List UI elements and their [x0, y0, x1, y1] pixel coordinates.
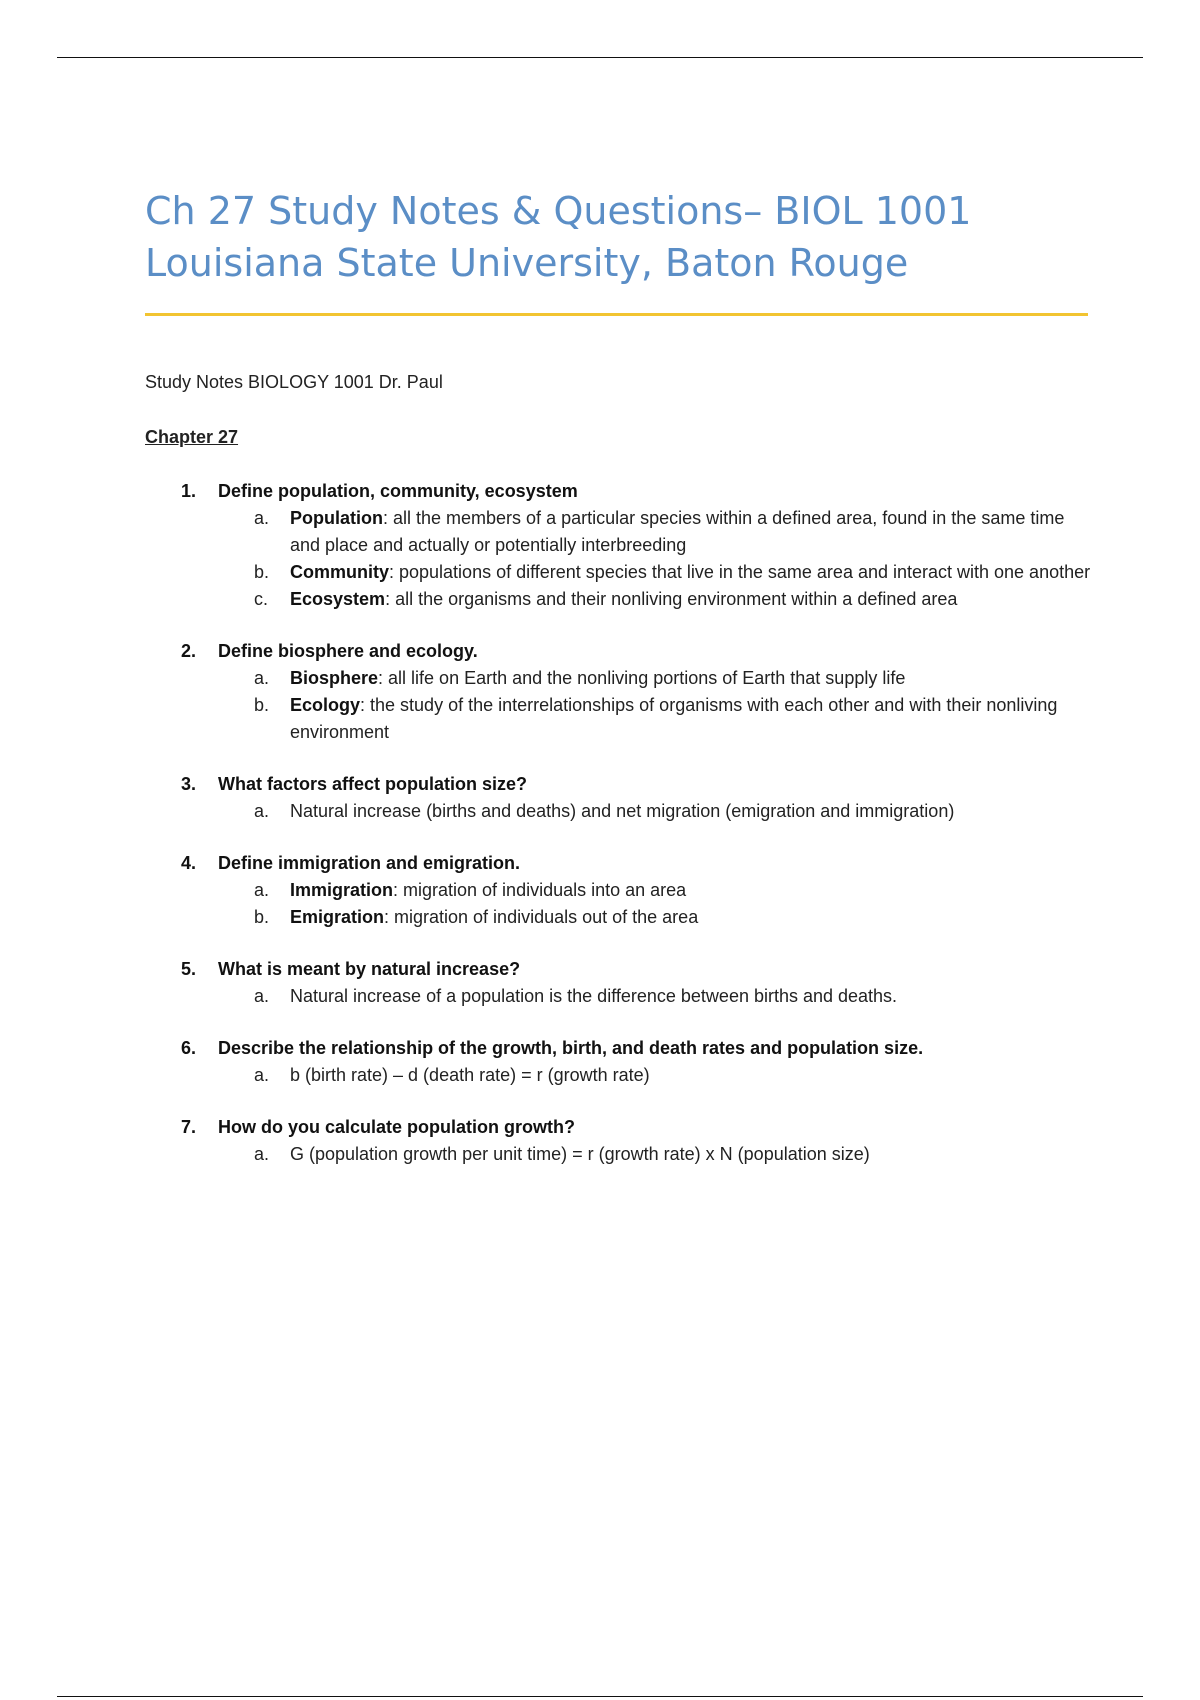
answer-letter: a.	[254, 668, 270, 688]
question-text: Define biosphere and ecology.	[218, 641, 478, 661]
answer-text: Natural increase of a population is the difference between births and deaths.	[290, 986, 898, 1006]
question-number: 5.	[181, 959, 197, 979]
answer-term: Immigration	[290, 880, 394, 900]
question-text: Define population, community, ecosystem	[218, 481, 578, 501]
answer-term: Emigration	[290, 907, 385, 927]
answer-text: : populations of different species that live in the same area and interact with one another	[389, 562, 1091, 582]
answer-item	[0, 586, 1200, 613]
answer-text: : all the members of a particular species within a defined area, found in the same time and place and actually or potentially interbreeding	[290, 508, 1065, 555]
question-text: What is meant by natural increase?	[218, 959, 521, 979]
chapter-heading: Chapter 27	[145, 427, 239, 447]
answer-item	[0, 877, 1200, 904]
answer-letter: c.	[254, 589, 269, 609]
answer-text: Natural increase (births and deaths) and net migration (emigration and immigration)	[290, 801, 955, 821]
answer-letter: a.	[254, 1065, 270, 1085]
answer-item	[0, 904, 1200, 931]
page-top-rule	[57, 57, 1143, 58]
answer-item	[0, 798, 1200, 825]
question-item	[0, 478, 1200, 613]
question-number: 4.	[181, 853, 197, 873]
answer-letter: a.	[254, 508, 270, 528]
answer-term: Ecosystem	[290, 589, 386, 609]
question-item	[0, 956, 1200, 1010]
answer-term: Population	[290, 508, 383, 528]
document-title	[145, 185, 1095, 289]
question-number: 3.	[181, 774, 197, 794]
question-item	[0, 1035, 1200, 1089]
answer-letter: b.	[254, 695, 270, 715]
answer-item	[0, 1141, 1200, 1168]
question-item	[0, 771, 1200, 825]
answer-text: G (population growth per unit time) = r (growth rate) x N (population size)	[290, 1144, 870, 1164]
question-item	[0, 850, 1200, 931]
answer-term: Community	[290, 562, 389, 582]
answer-letter: b.	[254, 562, 270, 582]
answer-letter: a.	[254, 1144, 270, 1164]
answer-letter: b.	[254, 907, 270, 927]
answer-item	[0, 692, 1200, 746]
question-number: 2.	[181, 641, 197, 661]
question-text: Define immigration and emigration.	[218, 853, 521, 873]
answer-text: : migration of individuals into an area	[393, 880, 687, 900]
answer-text: : the study of the interrelationships of organisms with each other and with their nonliving environment	[290, 695, 1058, 742]
answer-letter: a.	[254, 986, 270, 1006]
answer-item	[0, 983, 1200, 1010]
page-bottom-rule	[57, 1696, 1143, 1697]
answer-item	[0, 1062, 1200, 1089]
question-text: Describe the relationship of the growth, birth, and death rates and population size.	[218, 1038, 924, 1058]
subtitle: Study Notes BIOLOGY 1001 Dr. Paul	[145, 372, 443, 392]
title-line-1: Ch 27 Study Notes & Questions– BIOL 1001	[145, 189, 972, 233]
title-line-2: Louisiana State University, Baton Rouge	[145, 241, 909, 285]
question-number: 1.	[181, 481, 197, 501]
answer-item	[0, 665, 1200, 692]
answer-item	[0, 505, 1200, 559]
question-item	[0, 638, 1200, 746]
question-list	[0, 478, 1200, 1193]
answer-letter: a.	[254, 801, 270, 821]
title-underline	[145, 313, 1088, 316]
answer-term: Ecology	[290, 695, 361, 715]
answer-text: : all the organisms and their nonliving environment within a defined area	[385, 589, 958, 609]
question-text: How do you calculate population growth?	[218, 1117, 575, 1137]
question-number: 7.	[181, 1117, 197, 1137]
answer-term: Biosphere	[290, 668, 379, 688]
question-item	[0, 1114, 1200, 1168]
answer-text: : migration of individuals out of the area	[384, 907, 699, 927]
answer-letter: a.	[254, 880, 270, 900]
answer-text: b (birth rate) – d (death rate) = r (growth rate)	[290, 1065, 650, 1085]
question-text: What factors affect population size?	[218, 774, 528, 794]
question-number: 6.	[181, 1038, 197, 1058]
answer-item	[0, 559, 1200, 586]
answer-text: : all life on Earth and the nonliving portions of Earth that supply life	[378, 668, 906, 688]
